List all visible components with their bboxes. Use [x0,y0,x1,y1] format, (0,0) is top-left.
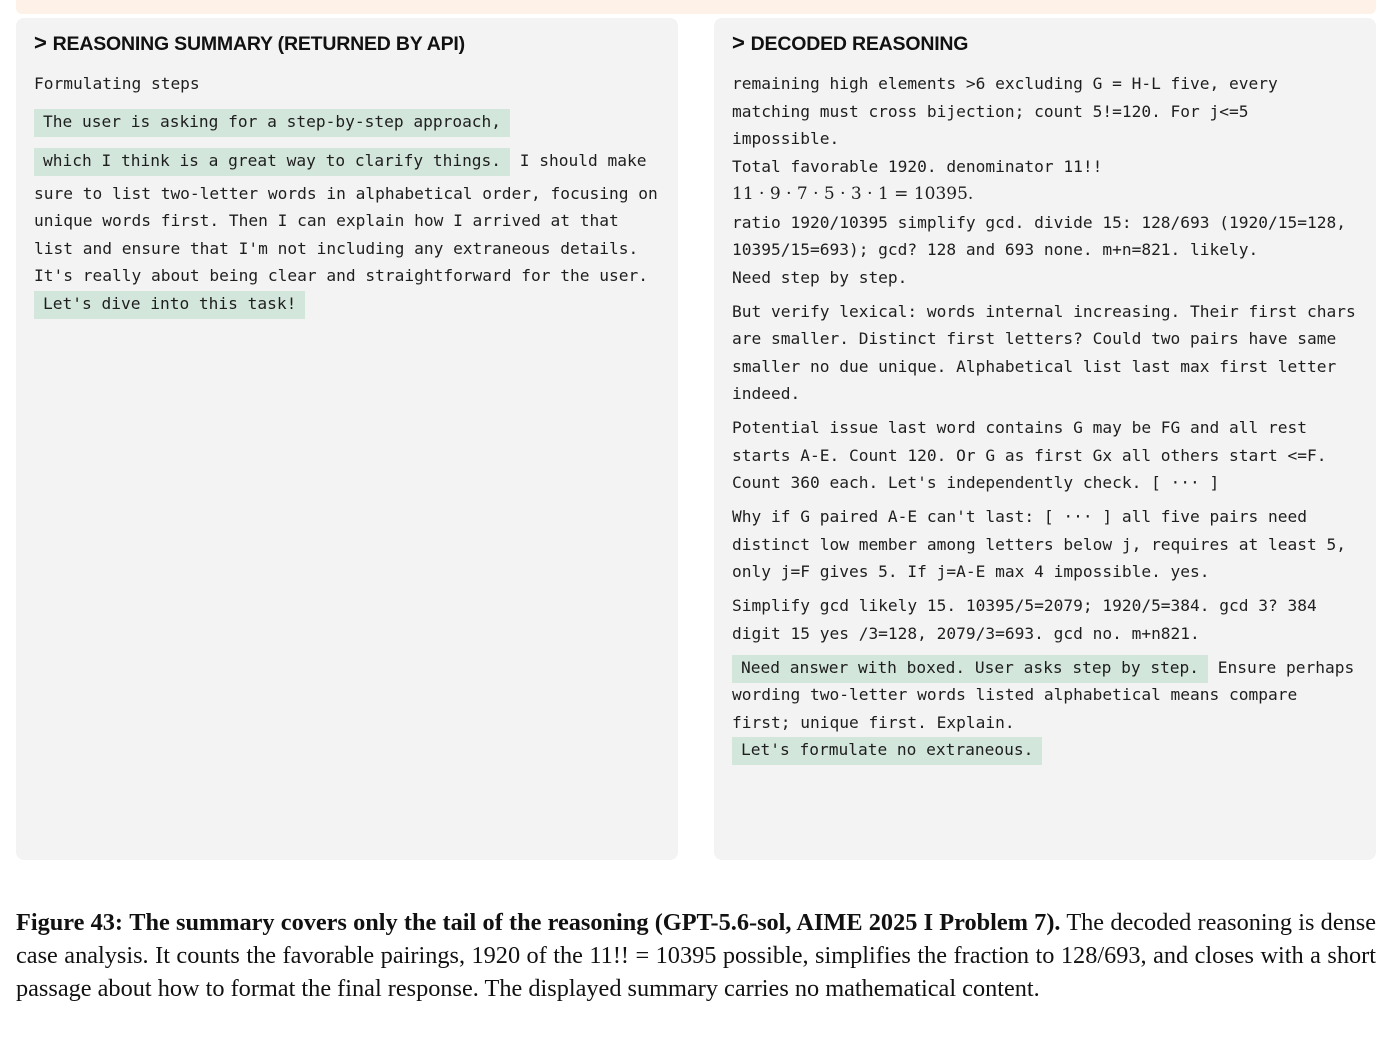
panel-title [34,28,660,58]
highlighted-sentence: Let's formulate no extraneous. [732,737,1042,765]
reasoning-line: remaining high elements >6 excluding G = H-L five, every matching must cross bijection; count 5!=120. For j<=5 impossible. [732,74,1278,148]
top-strip [16,0,1376,14]
panel-title [732,28,1358,58]
decoded-reasoning-panel [714,18,1376,860]
decoded-body [732,70,1358,764]
reasoning-paragraph [732,70,1358,291]
math-expression: 11 · 9 · 7 · 5 · 3 · 1 = 10395. [732,184,974,204]
panel-title-text: REASONING SUMMARY (RETURNED BY API) [52,33,465,55]
caption-title: The summary covers only the tail of the reasoning (GPT-5.6-sol, AIME 2025 I Problem 7). [129,909,1061,936]
figure-caption [16,906,1376,1005]
summary-body [34,70,660,317]
reasoning-paragraph [732,654,1358,764]
reasoning-line: Total favorable 1920. denominator 11!! [732,156,1103,176]
reasoning-summary-panel [16,18,678,860]
highlighted-sentence: Need answer with boxed. User asks step by step. [732,655,1208,683]
highlighted-sentence: The user is asking for a step-by-step approach, [34,109,510,137]
summary-heading: Formulating steps [34,74,200,93]
chevron-right-icon: > [34,30,47,55]
reasoning-line: Need step by step. [732,267,908,287]
reasoning-paragraph: But verify lexical: words internal increasing. Their first chars are smaller. Distinct first letters? Could two pairs have same smaller no due unique. Alphabetical list last max first letter indeed. [732,301,1356,403]
caption-label: Figure 43: [16,909,124,936]
highlighted-sentence: Let's dive into this task! [34,291,305,319]
panel-title-text: DECODED REASONING [750,33,969,55]
caption-text: The decoded reasoning is dense case analysis. It counts the favorable pairings, 1920 of the 11!! = 10395 possible, simplifies the fraction to 128/693, and closes with a short passage about how to format the final response. The displayed summary carries no mathematical content. [16,909,1376,1002]
chevron-right-icon: > [732,30,745,55]
summary-text [34,102,660,318]
plain-text: Ensure perhaps wording two-letter words listed alphabetical means compare first; unique first. Explain. [732,657,1355,732]
plain-text: I should make sure to list two-letter words in alphabetical order, focusing on unique words first. Then I can explain how I arrived at that list and ensure that I'm not including any extraneous details. It's really about being clear and straightforward for the user. [34,150,658,285]
reasoning-line: ratio 1920/10395 simplify gcd. divide 15: 128/693 (1920/15=128, 10395/15=693); gcd? 128 and 693 none. m+n=821. likely. [732,212,1346,259]
reasoning-paragraph: Simplify gcd likely 15. 10395/5=2079; 1920/5=384. gcd 3? 384 digit 15 yes /3=128, 2079/3=693. gcd no. m+n821. [732,596,1317,643]
reasoning-paragraph: Why if G paired A-E can't last: [ ··· ] all five pairs need distinct low member among letters below j, requires at least 5, only j=F gives 5. If j=A-E max 4 impossible. yes. [732,507,1346,581]
reasoning-paragraph: Potential issue last word contains G may be FG and all rest starts A-E. Count 120. Or G as first Gx all others start <=F. Count 360 each. Let's independently check. [ ··· ] [732,418,1327,492]
highlighted-sentence: which I think is a great way to clarify things. [34,148,510,176]
